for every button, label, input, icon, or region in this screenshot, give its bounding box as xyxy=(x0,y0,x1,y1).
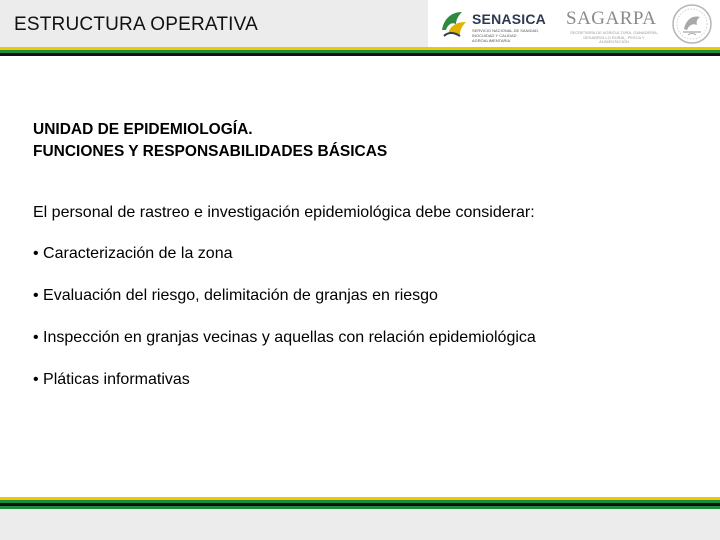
sagarpa-logo xyxy=(566,6,660,44)
sagarpa-wordmark: SAGARPA xyxy=(566,8,657,29)
section-heading-line-2: FUNCIONES Y RESPONSABILIDADES BÁSICAS xyxy=(33,143,388,160)
list-item: • Pláticas informativas xyxy=(33,371,190,388)
slide-content xyxy=(33,119,693,412)
list-item: • Evaluación del riesgo, delimitación de granjas en riesgo xyxy=(33,287,438,304)
footer-bar xyxy=(0,509,720,540)
mexico-coat-of-arms-icon xyxy=(671,3,713,45)
responsibility-list xyxy=(33,244,693,390)
senasica-emblem-icon xyxy=(438,8,470,40)
list-item: • Caracterización de la zona xyxy=(33,245,233,262)
senasica-subtitle: SERVICIO NACIONAL DE SANIDAD, INOCUIDAD Y CALIDAD AGROALIMENTARIA xyxy=(472,28,540,43)
top-flag-stripes xyxy=(0,47,720,56)
bottom-flag-stripes xyxy=(0,497,720,509)
sagarpa-subtitle: SECRETARÍA DE AGRICULTURA, GANADERÍA, DESARROLLO RURAL, PESCA Y ALIMENTACIÓN xyxy=(570,30,658,44)
page-title: ESTRUCTURA OPERATIVA xyxy=(14,14,258,35)
senasica-logo xyxy=(438,6,550,42)
section-heading-line-1: UNIDAD DE EPIDEMIOLOGÍA. xyxy=(33,121,253,138)
intro-text: El personal de rastreo e investigación epidemiológica debe considerar: xyxy=(33,204,535,221)
list-item: • Inspección en granjas vecinas y aquellas con relación epidemiológica xyxy=(33,329,536,346)
senasica-wordmark: SENASICA xyxy=(472,11,546,27)
